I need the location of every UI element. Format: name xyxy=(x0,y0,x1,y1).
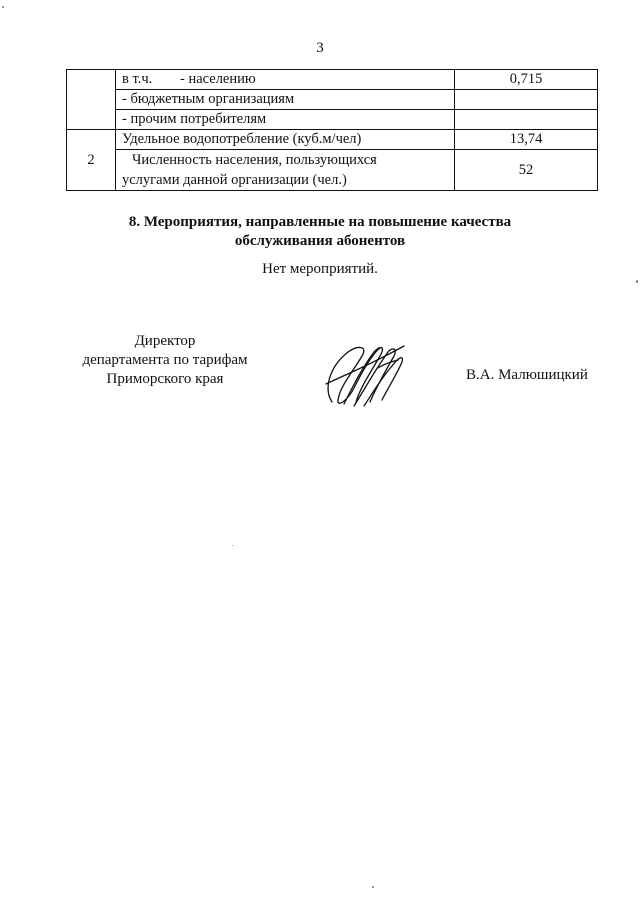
table-row xyxy=(67,110,598,130)
row-label-line-1: Численность населения, пользующихся xyxy=(132,152,377,168)
section-title-line-1: 8. Мероприятия, направленные на повышение качества xyxy=(128,214,512,230)
table-row xyxy=(67,90,598,110)
table-cell-description: - прочим потребителям xyxy=(116,110,455,130)
row-prefix: в т.ч. xyxy=(122,71,153,87)
data-table xyxy=(66,69,598,191)
table-cell-number: 2 xyxy=(67,130,116,191)
table-cell-description xyxy=(116,70,455,90)
position-line-1: Директор xyxy=(134,333,196,349)
table-cell-value: 0,715 xyxy=(455,70,598,90)
table-row xyxy=(67,150,598,191)
scan-speck xyxy=(232,545,233,546)
position-line-3: Приморского края xyxy=(106,371,224,387)
scan-speck xyxy=(372,886,374,888)
table-row xyxy=(67,70,598,90)
row-label: - населению xyxy=(180,71,256,87)
row-label-line-2: услугами данной организации (чел.) xyxy=(122,172,347,188)
signatory-position xyxy=(60,332,270,389)
table-cell-value: 52 xyxy=(455,150,598,191)
position-line-2: департамента по тарифам xyxy=(82,352,248,368)
no-measures-note: Нет мероприятий. xyxy=(262,261,378,277)
table-cell-number xyxy=(67,70,116,130)
scan-speck xyxy=(636,280,638,283)
page-number: 3 xyxy=(316,40,324,56)
handwritten-signature xyxy=(318,338,408,410)
table-cell-value: 13,74 xyxy=(455,130,598,150)
table-row xyxy=(67,130,598,150)
table-cell-value xyxy=(455,110,598,130)
section-title-line-2: обслуживания абонентов xyxy=(234,233,406,249)
table-cell-value xyxy=(455,90,598,110)
table-cell-description: Удельное водопотребление (куб.м/чел) xyxy=(116,130,455,150)
section-title xyxy=(0,213,640,251)
table-cell-description xyxy=(116,150,455,191)
signatory-name: В.А. Малюшицкий xyxy=(466,367,588,383)
scan-speck xyxy=(2,6,4,8)
table-cell-description: - бюджетным организациям xyxy=(116,90,455,110)
